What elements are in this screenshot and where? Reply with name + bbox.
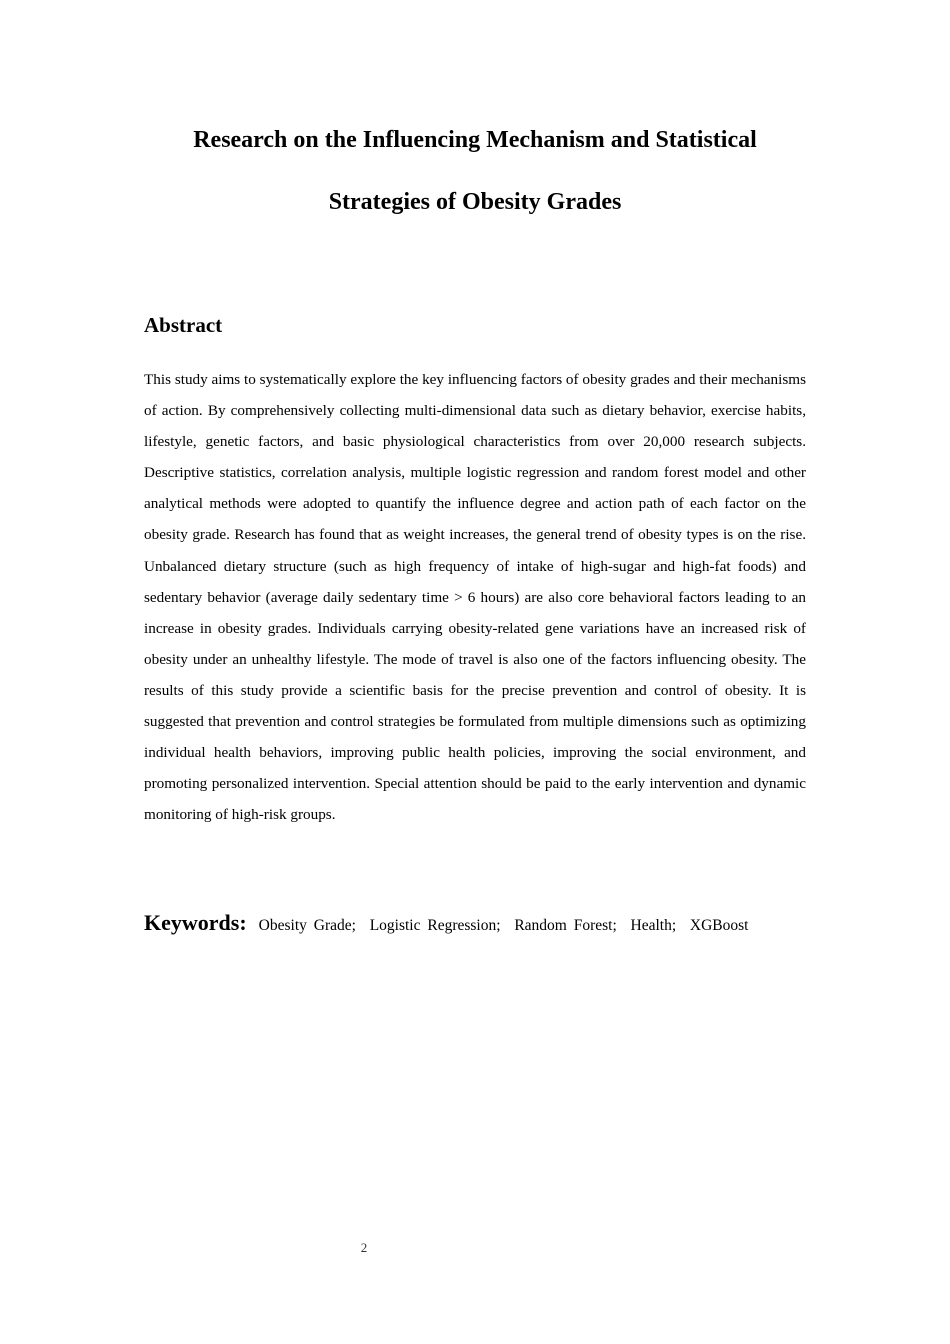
page-number: 2 — [360, 1240, 368, 1255]
paper-title-line-1: Research on the Influencing Mechanism and Statistical — [193, 127, 757, 153]
keyword-item: ; Random Forest — [496, 917, 612, 934]
keyword-item: ; Health — [612, 917, 671, 934]
abstract-body: This study aims to systematically explore the key influencing factors of obesity grades and their mechanisms of action. By comprehensively collecting multi-dimensional data such as dietary behavior, exercise habits, lifestyle, genetic factors, and basic physiological characteristics from over 20,000 research subjects. Descriptive statistics, correlation analysis, multiple logistic regression and random forest model and other analytical methods were adopted to quantify the influence degree and action path of each factor on the obesity grade. Research has found that as weight increases, the general trend of obesity types is on the rise. Unbalanced dietary structure (such as high frequency of intake of high-sugar and high-fat foods) and sedentary behavior (average daily sedentary time > 6 hours) are also core behavioral factors leading to an increase in obesity grades. Individuals carrying obesity-related gene variations have an increased risk of obesity under an unhealthy lifestyle. The mode of travel is also one of the factors influencing obesity. The results of this study provide a scientific basis for the precise prevention and control of obesity. It is suggested that prevention and control strategies be formulated from multiple dimensions such as optimizing individual health behaviors, improving public health policies, improving the social environment, and promoting personalized intervention. Special attention should be paid to the early intervention and dynamic monitoring of high-risk groups. — [144, 371, 806, 824]
abstract-heading: Abstract — [144, 313, 223, 337]
keywords-section — [144, 910, 749, 936]
paper-title-line-2: Strategies of Obesity Grades — [328, 189, 622, 215]
keyword-item: Obesity Grade — [258, 917, 352, 934]
keywords-label: Keywords: — [144, 910, 247, 935]
keyword-item: ; XGBoost — [672, 917, 749, 934]
keyword-item: ; Logistic Regression — [352, 917, 497, 934]
keywords-list — [259, 917, 749, 934]
